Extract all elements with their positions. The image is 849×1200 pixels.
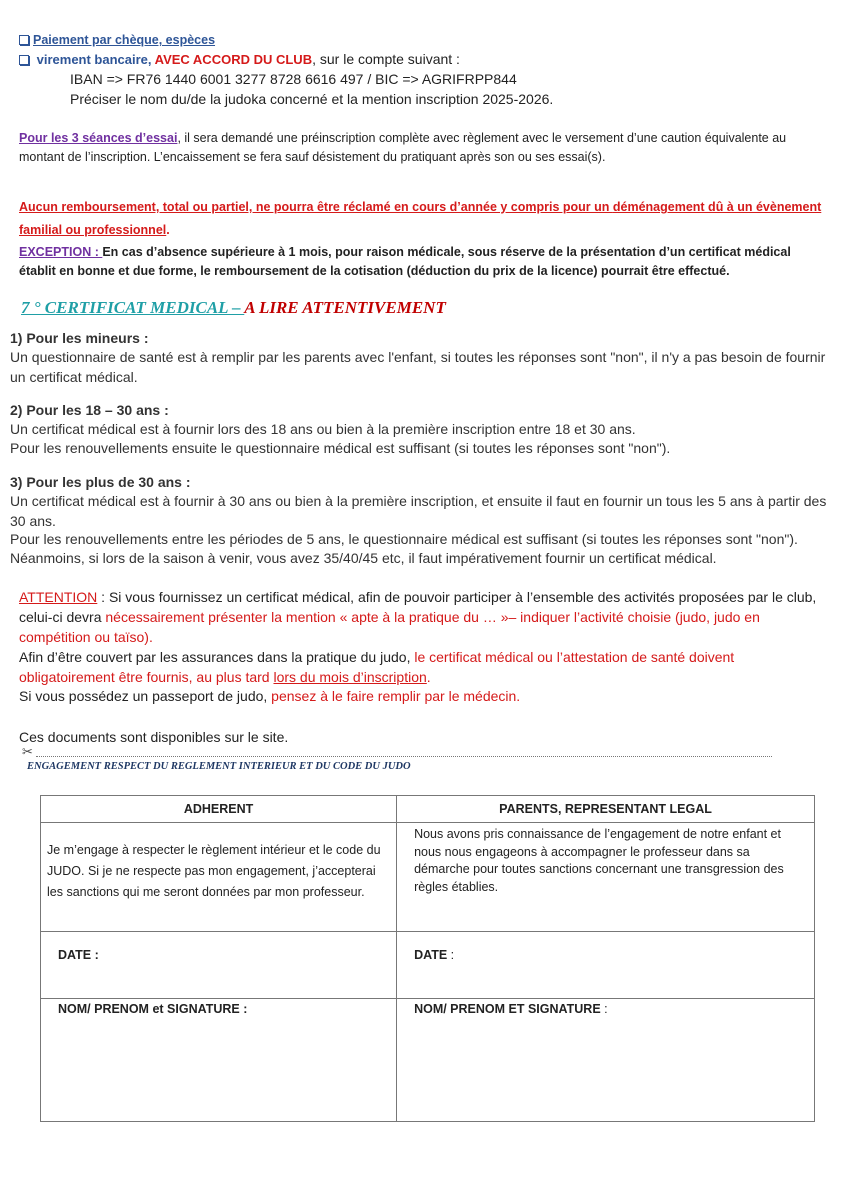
parents-date-cell[interactable] <box>397 932 815 999</box>
trial-sessions-lead: Pour les 3 séances d’essai <box>19 131 178 145</box>
parents-signature-label: NOM/ PRENOM ET SIGNATURE : <box>414 1002 608 1016</box>
minors-text: Un questionnaire de santé est à remplir par les parents avec l'enfant, si toutes les réponses sont "non", il n'y a pas besoin de fournir un certificat médical. <box>10 349 826 385</box>
transfer-label: virement bancaire, <box>36 52 155 67</box>
parents-commitment-cell <box>397 823 815 932</box>
parents-commitment-text: Nous avons pris connaissance de l’engagement de notre enfant et nous nous engageons à accompagner le professeur dans sa démarche pour toutes sanctions concernant une transgression des règles établies. <box>414 827 784 894</box>
attention-paragraph-1 <box>19 587 829 647</box>
checkbox-icon <box>19 35 29 45</box>
refund-text-b: déménagement dû à un évènement familial ou professionnel <box>19 200 822 237</box>
attention-p2-b: le certificat médical ou l’attestation de santé doivent obligatoirement être fournis, au plus tard <box>19 649 735 685</box>
over30-line-3: Néanmoins, si lors de la saison à venir, vous avez 35/40/45 etc, il faut impérativement fournir un certificat médical. <box>10 550 717 566</box>
exception-text: En cas d’absence supérieure à 1 mois, pour raison médicale, sous réserve de la présentation d’un certificat médical établit en bonne et due forme, le remboursement de la cotisation (déduction du prix de la licence) pourrait être effectué. <box>19 245 791 278</box>
adherent-header: ADHERENT <box>41 796 397 823</box>
over30-line-1: Un certificat médical est à fournir à 30 ans ou bien à la première inscription, et ensuite il faut en fournir un tous les 5 ans à partir des 30 ans. <box>10 493 827 529</box>
section-7-title <box>21 298 446 318</box>
payment-option-1-label: Paiement par chèque, espèces <box>33 33 216 47</box>
trial-sessions-text: , il sera demandé une préinscription complète avec règlement avec le versement d’une caution équivalente au montant de l’inscription. L’encaissement se fera sauf désistement du pratiquant après son ou ses essai(s). <box>19 131 787 164</box>
payment-option-cash-cheque <box>19 31 215 50</box>
trial-sessions-paragraph <box>19 129 829 167</box>
parents-signature-cell[interactable] <box>397 999 815 1122</box>
over30-line-2: Pour les renouvellements entre les périodes de 5 ans, le questionnaire médical est suffisant (si toutes les réponses sont "non"). <box>10 531 798 547</box>
over30-title: 3) Pour les plus de 30 ans : <box>10 474 191 490</box>
parents-date-label: DATE : <box>414 948 455 962</box>
refund-text-a: Aucun remboursement, total ou partiel, ne pourra être réclamé en cours d’année y compris pour un <box>19 200 613 214</box>
adherent-commitment-text: Je m’engage à respecter le règlement intérieur et le code du JUDO. Si je ne respecte pas mon engagement, j’accepterai les sanctions qui me seront données par mon professeur. <box>47 843 381 899</box>
club-agreement-label: AVEC ACCORD DU CLUB <box>154 52 313 67</box>
documents-available-text: Ces documents sont disponibles sur le site. <box>19 729 289 745</box>
attention-paragraph-2 <box>19 647 829 687</box>
exception-paragraph <box>19 243 829 281</box>
refund-paragraph <box>19 196 829 242</box>
attention-label: ATTENTION <box>19 589 98 605</box>
adherent-signature-label: NOM/ PRENOM et SIGNATURE : <box>58 1002 248 1016</box>
attention-p1-a: : Si vous fournissez un certificat médical, afin de pouvoir participer à l’ensemble des activités proposées par le club, celui-ci devra <box>19 589 817 625</box>
refund-text-c: . <box>166 223 170 237</box>
adherent-commitment-cell <box>41 823 397 932</box>
iban-line: IBAN => FR76 1440 6001 3277 8728 6616 497 / BIC => AGRIFRPP844 <box>70 71 517 87</box>
payment-option-transfer <box>19 50 460 69</box>
attention-p2-c: lors du mois d’inscription <box>273 669 427 685</box>
attention-p3-a: Si vous possédez un passeport de judo, <box>19 688 272 704</box>
checkbox-icon <box>19 55 29 65</box>
exception-label: EXCEPTION : <box>19 245 103 259</box>
attention-p1-b: nécessairement présenter la mention « apte à la pratique du … »– indiquer l’activité choisie (judo, judo en compétition ou taïso). <box>19 609 760 645</box>
transfer-note: Préciser le nom du/de la judoka concerné et la mention inscription 2025-2026. <box>70 91 554 107</box>
cut-line <box>36 756 772 757</box>
engagement-table <box>40 795 815 1122</box>
adherent-date-label: DATE : <box>58 948 99 962</box>
parents-header: PARENTS, REPRESENTANT LEGAL <box>397 796 815 823</box>
adults-line-1: Un certificat médical est à fournir lors des 18 ans ou bien à la première inscription entre 18 et 30 ans. <box>10 421 636 437</box>
attention-p3-b: pensez à le faire remplir par le médecin. <box>271 688 521 704</box>
scissors-icon: ✂ <box>22 744 33 759</box>
attention-paragraph-3 <box>19 686 829 706</box>
adherent-date-cell[interactable] <box>41 932 397 999</box>
section-7-title-b: A LIRE ATTENTIVEMENT <box>244 298 446 317</box>
engagement-heading: ENGAGEMENT RESPECT DU REGLEMENT INTERIEUR ET DU CODE DU JUDO <box>27 761 411 772</box>
minors-title: 1) Pour les mineurs : <box>10 330 149 346</box>
attention-p2-d: . <box>426 669 431 685</box>
adults-line-2: Pour les renouvellements ensuite le questionnaire médical est suffisant (si toutes les réponses sont "non"). <box>10 440 671 456</box>
transfer-account-intro: , sur le compte suivant : <box>312 51 460 67</box>
section-7-title-a: 7 ° CERTIFICAT MEDICAL – <box>21 298 245 317</box>
attention-p2-a: Afin d’être couvert par les assurances dans la pratique du judo, <box>19 649 415 665</box>
adherent-signature-cell[interactable] <box>41 999 397 1122</box>
adults-title: 2) Pour les 18 – 30 ans : <box>10 402 169 418</box>
